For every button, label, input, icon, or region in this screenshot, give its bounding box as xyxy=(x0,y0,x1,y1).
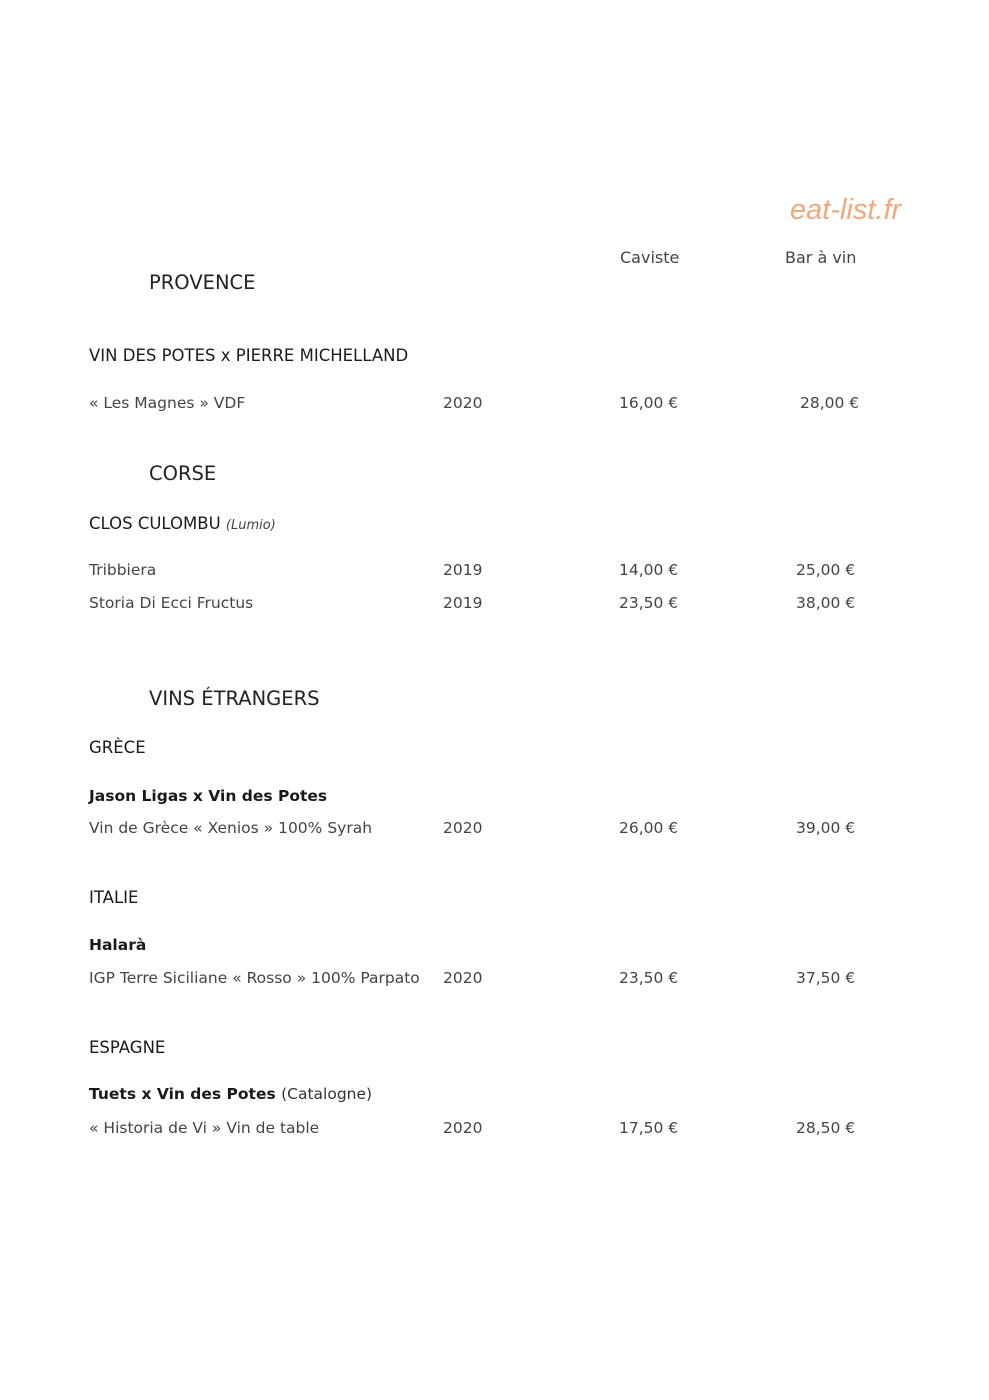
wine-name: « Historia de Vi » Vin de table xyxy=(89,1119,320,1137)
price-caviste: 17,50 € xyxy=(619,1119,679,1137)
price-bar: 28,50 € xyxy=(796,1119,856,1137)
wine-name: Vin de Grèce « Xenios » 100% Syrah xyxy=(89,819,373,837)
producer-label: CLOS CULOMBU xyxy=(89,514,221,533)
producer-name xyxy=(89,514,276,533)
wine-year: 2020 xyxy=(443,1119,483,1137)
country-title-espagne: ESPAGNE xyxy=(89,1038,166,1057)
producer-name: VIN DES POTES x PIERRE MICHELLAND xyxy=(89,346,409,365)
price-bar: 38,00 € xyxy=(796,594,856,612)
wine-year: 2019 xyxy=(443,561,483,579)
price-caviste: 23,50 € xyxy=(619,969,679,987)
wine-year: 2019 xyxy=(443,594,483,612)
wine-name: « Les Magnes » VDF xyxy=(89,394,246,412)
producer-name: Halarà xyxy=(89,936,147,954)
wine-name: IGP Terre Siciliane « Rosso » 100% Parpato xyxy=(89,969,420,987)
producer-label: Tuets x Vin des Potes xyxy=(89,1085,276,1103)
country-title-italie: ITALIE xyxy=(89,888,139,907)
price-caviste: 23,50 € xyxy=(619,594,679,612)
price-bar: 25,00 € xyxy=(796,561,856,579)
producer-name: Jason Ligas x Vin des Potes xyxy=(89,787,328,805)
wine-year: 2020 xyxy=(443,819,483,837)
price-caviste: 16,00 € xyxy=(619,394,679,412)
producer-region-note: (Lumio) xyxy=(225,518,276,533)
watermark-text: eat-list.fr xyxy=(790,194,902,226)
price-bar: 37,50 € xyxy=(796,969,856,987)
section-title-vins-etrangers: VINS ÉTRANGERS xyxy=(149,687,320,710)
wine-year: 2020 xyxy=(443,394,483,412)
producer-region-note: (Catalogne) xyxy=(281,1085,373,1103)
section-title-corse: CORSE xyxy=(149,462,217,485)
section-title-provence: PROVENCE xyxy=(149,271,256,294)
column-header-bar: Bar à vin xyxy=(785,248,857,267)
price-caviste: 26,00 € xyxy=(619,819,679,837)
price-bar: 28,00 € xyxy=(800,394,860,412)
wine-name: Storia Di Ecci Fructus xyxy=(89,594,254,612)
price-caviste: 14,00 € xyxy=(619,561,679,579)
column-header-caviste: Caviste xyxy=(620,248,680,267)
wine-year: 2020 xyxy=(443,969,483,987)
wine-name: Tribbiera xyxy=(89,561,157,579)
country-title-grece: GRÈCE xyxy=(89,738,146,757)
price-bar: 39,00 € xyxy=(796,819,856,837)
producer-name xyxy=(89,1085,372,1103)
